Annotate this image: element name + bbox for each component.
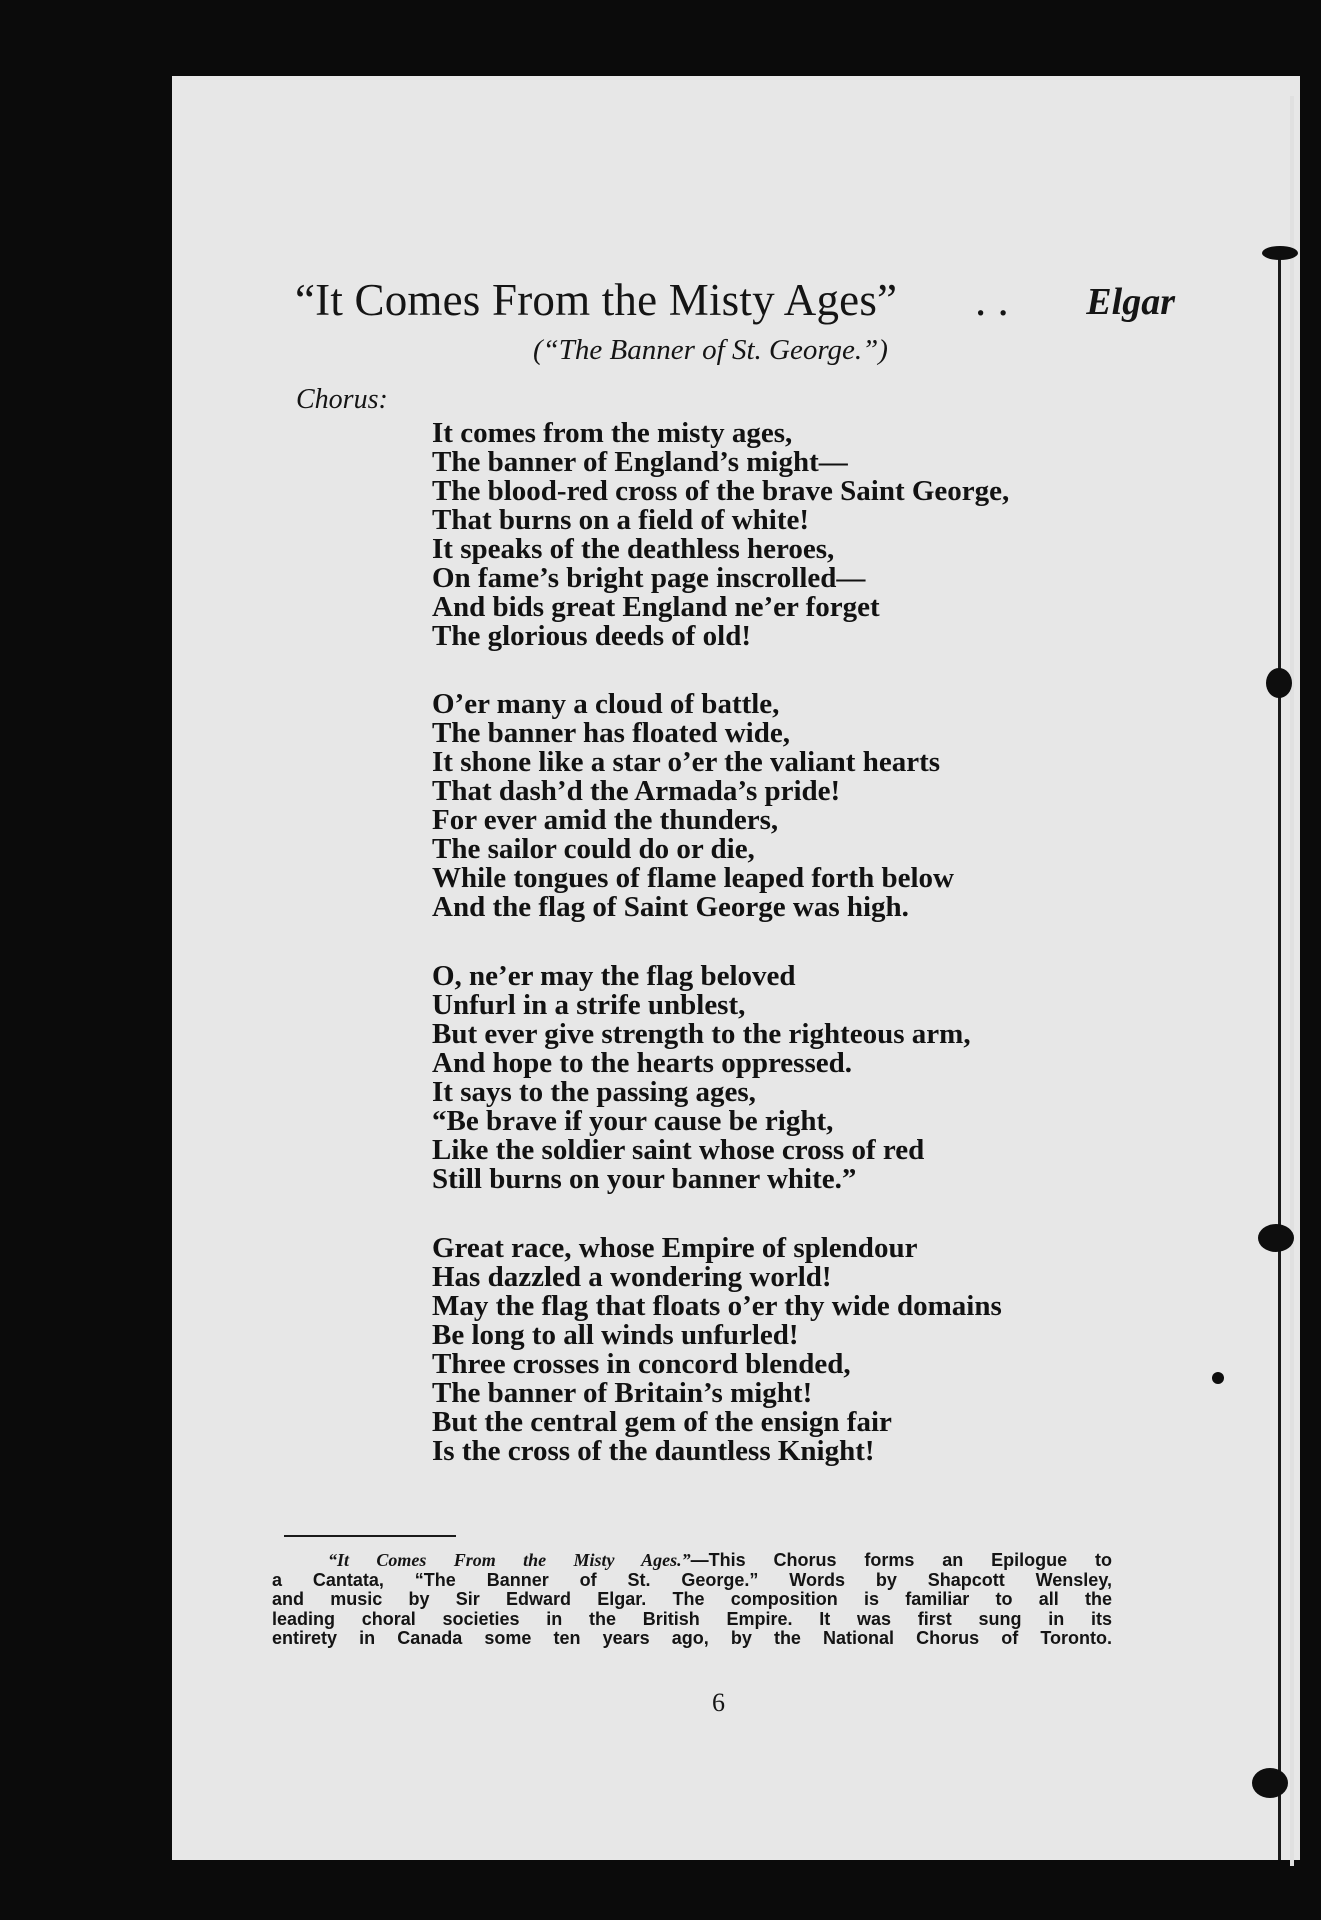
verse-line: For ever amid the thunders, (432, 804, 779, 836)
binding-mark-5 (1252, 1768, 1288, 1798)
binding-mark-1 (1262, 246, 1298, 260)
footnote-line-3: and music by Sir Edward Elgar. The composition is familiar to all the (272, 1589, 1112, 1609)
verse-line: O, ne’er may the flag beloved (432, 960, 796, 992)
verse-line: It says to the passing ages, (432, 1076, 756, 1108)
footnote-line-1 (328, 1551, 1112, 1571)
footnote-line-5: entirety in Canada some ten years ago, by the National Chorus of Toronto. (272, 1628, 1112, 1648)
stanza-4 (432, 1234, 1002, 1466)
verse-line: Is the cross of the dauntless Knight! (432, 1435, 875, 1467)
footnote-line-1-text: —This Chorus forms an Epilogue to (690, 1550, 1112, 1570)
verse-line: The banner of England’s might— (432, 446, 848, 478)
verse-line: Like the soldier saint whose cross of red (432, 1134, 925, 1166)
verse-line: Unfurl in a strife unblest, (432, 989, 746, 1021)
verse-line: Great race, whose Empire of splendour (432, 1232, 918, 1264)
footnote-title: “It Comes From the Misty Ages.” (328, 1550, 691, 1570)
verse-line: But ever give strength to the righteous arm, (432, 1018, 971, 1050)
song-title: “It Comes From the Misty Ages” (295, 275, 898, 325)
chorus-label: Chorus: (296, 384, 388, 415)
verse-line: It comes from the misty ages, (432, 417, 793, 449)
footnote (272, 1550, 1112, 1649)
verse-line: That burns on a field of white! (432, 504, 810, 536)
verse-line: Has dazzled a wondering world! (432, 1261, 832, 1293)
verse-line: Still burns on your banner white.” (432, 1163, 857, 1195)
verse-line: It speaks of the deathless heroes, (432, 533, 835, 565)
composer-name: Elgar (1086, 281, 1175, 323)
verse-line: “Be brave if your cause be right, (432, 1105, 834, 1137)
verse-line: The sailor could do or die, (432, 833, 755, 865)
page-number: 6 (712, 1688, 725, 1717)
subtitle-text: (“The Banner of St. George.”) (533, 334, 888, 366)
binding-mark-2 (1266, 668, 1292, 698)
footnote-line-4: leading choral societies in the British Empire. It was first sung in its (272, 1608, 1112, 1629)
binding-mark-4 (1212, 1372, 1224, 1384)
verse-line: It shone like a star o’er the valiant hearts (432, 746, 941, 778)
song-heading (295, 274, 1175, 334)
page-spine-edge (1290, 96, 1294, 1866)
verse-line: And hope to the hearts oppressed. (432, 1047, 853, 1079)
footnote-line-2: a Cantata, “The Banner of St. George.” Words by Shapcott Wensley, (272, 1569, 1112, 1590)
verse-line: On fame’s bright page inscrolled— (432, 562, 866, 594)
verse-line: The blood-red cross of the brave Saint George, (432, 475, 1010, 507)
stanza-3 (432, 962, 971, 1194)
stanza-1 (432, 419, 1009, 651)
footnote-separator (284, 1535, 456, 1537)
verse-line: The banner has floated wide, (432, 717, 790, 749)
verse-line: O’er many a cloud of battle, (432, 688, 780, 720)
verse-line: And the flag of Saint George was high. (432, 891, 909, 923)
song-subtitle (533, 334, 888, 367)
verse-line: And bids great England ne’er forget (432, 591, 880, 623)
verse-line: The glorious deeds of old! (432, 620, 752, 652)
binding-rule (1278, 250, 1281, 1860)
binding-mark-3 (1258, 1224, 1294, 1252)
verse-line: Three crosses in concord blended, (432, 1348, 851, 1380)
verse-line: The banner of Britain’s might! (432, 1377, 813, 1409)
verse-line: Be long to all winds unfurled! (432, 1319, 799, 1351)
verse-line: That dash’d the Armada’s pride! (432, 775, 841, 807)
verse-line: While tongues of flame leaped forth below (432, 862, 954, 894)
title-leader-dots: . . (975, 275, 1009, 325)
verse-line: May the flag that floats o’er thy wide domains (432, 1290, 1002, 1322)
stanza-2 (432, 690, 954, 922)
verse-line: But the central gem of the ensign fair (432, 1406, 892, 1438)
